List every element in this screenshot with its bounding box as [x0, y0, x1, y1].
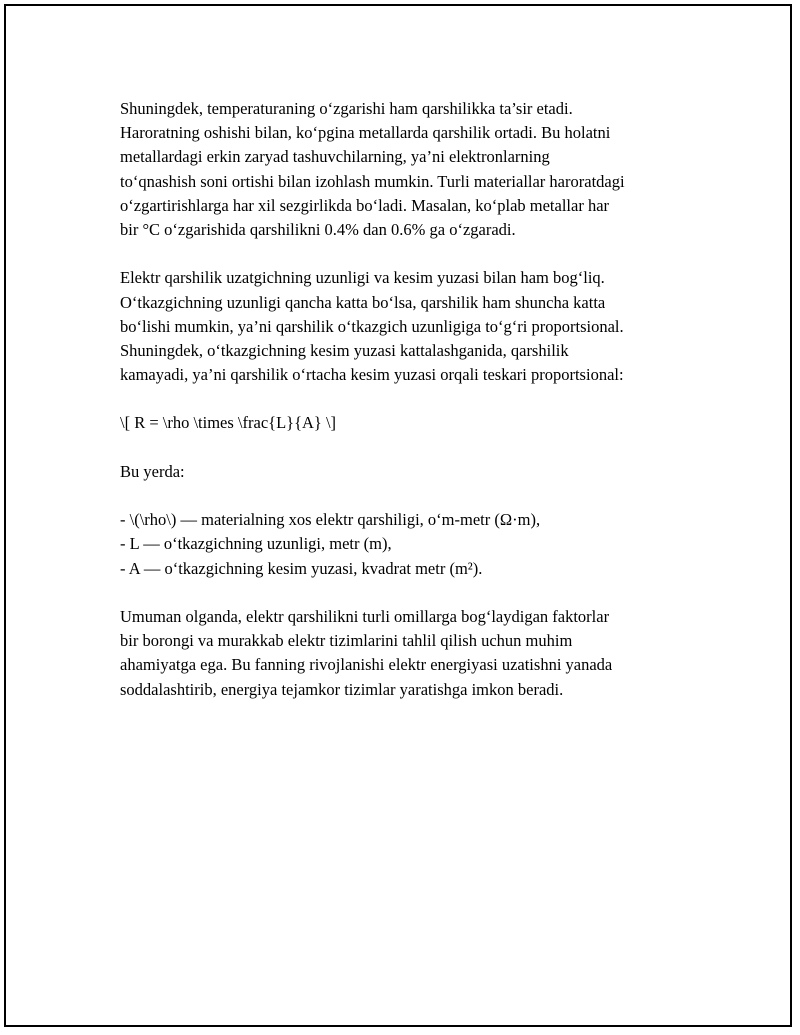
text-line: ahamiyatga ega. Bu fanning rivojlanishi elektr energiyasi uzatishni yanada	[120, 655, 613, 675]
formula-text: \[ R = \rho \times \frac{L}{A} \]	[120, 413, 337, 433]
definitions-intro	[120, 460, 680, 484]
list-item: - A — o‘tkazgichning kesim yuzasi, kvadrat metr (m²).	[120, 558, 483, 578]
text-line: o‘zgartirishlarga har xil sezgirlikda bo‘ladi. Masalan, ko‘plab metallar har	[120, 195, 610, 215]
paragraph-gap	[120, 387, 680, 411]
paragraph-temperature	[120, 97, 680, 242]
text-line: kamayadi, ya’ni qarshilik o‘rtacha kesim yuzasi orqali teskari proportsional:	[120, 365, 624, 385]
list-item: - \(\rho\) — materialning xos elektr qarshiligi, o‘m-metr (Ω·m),	[120, 510, 541, 530]
document-page	[4, 4, 792, 1027]
list-item: - L — o‘tkazgichning uzunligi, metr (m),	[120, 534, 392, 554]
text-line: Shuningdek, temperaturaning o‘zgarishi ham qarshilikka ta’sir etadi.	[120, 99, 573, 118]
text-line: metallardagi erkin zaryad tashuvchilarning, ya’ni elektronlarning	[120, 147, 550, 167]
text-line: to‘qnashish soni ortishi bilan izohlash mumkin. Turli materiallar haroratdagi	[120, 171, 625, 191]
text-line: O‘tkazgichning uzunligi qancha katta bo‘lsa, qarshilik ham shuncha katta	[120, 292, 606, 312]
paragraph-gap	[120, 484, 680, 508]
paragraph-gap	[120, 242, 680, 266]
text-line: bo‘lishi mumkin, ya’ni qarshilik o‘tkazgich uzunligiga to‘g‘ri proportsional.	[120, 316, 624, 336]
text-line: soddalashtirib, energiya tejamkor tizimlar yaratishga imkon beradi.	[120, 679, 564, 699]
definitions-list	[120, 508, 680, 581]
text-line: Bu yerda:	[120, 461, 185, 481]
text-line: Haroratning oshishi bilan, ko‘pgina metallarda qarshilik ortadi. Bu holatni	[120, 123, 611, 143]
paragraph-gap	[120, 581, 680, 605]
text-line: Elektr qarshilik uzatgichning uzunligi va kesim yuzasi bilan ham bog‘liq.	[120, 268, 605, 288]
paragraph-conclusion	[120, 605, 680, 702]
text-line: bir °C o‘zgarishida qarshilikni 0.4% dan 0.6% ga o‘zgaradi.	[120, 219, 516, 239]
paragraph-gap	[120, 436, 680, 460]
paragraph-length-area	[120, 266, 680, 387]
text-line: Umuman olganda, elektr qarshilikni turli omillarga bog‘laydigan faktorlar	[120, 606, 610, 626]
formula-line	[120, 411, 680, 435]
document-body	[120, 97, 680, 702]
text-line: bir borongi va murakkab elektr tizimlarini tahlil qilish uchun muhim	[120, 631, 573, 651]
text-line: Shuningdek, o‘tkazgichning kesim yuzasi kattalashganida, qarshilik	[120, 340, 569, 360]
